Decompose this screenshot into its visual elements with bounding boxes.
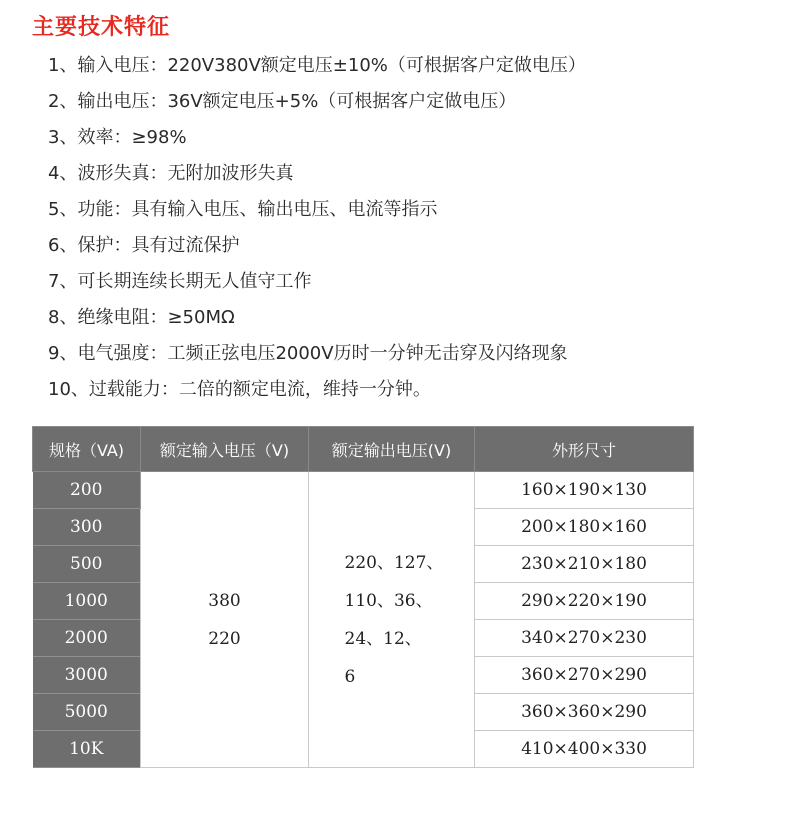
section-title: 主要技术特征 — [32, 15, 171, 40]
output-voltage-line: 6 — [344, 666, 356, 687]
table-header-row — [33, 427, 694, 472]
capacity-cell: 3000 — [33, 657, 141, 694]
feature-item: 4、波形失真：无附加波形失真 — [48, 163, 294, 184]
feature-item: 3、效率：≥98% — [48, 127, 187, 148]
capacity-cell: 10K — [33, 731, 141, 768]
dimension-cell: 410×400×330 — [475, 731, 694, 768]
output-voltage-cell — [309, 472, 475, 768]
dimension-cell: 160×190×130 — [475, 472, 694, 509]
dimension-cell: 290×220×190 — [475, 583, 694, 620]
feature-item: 6、保护：具有过流保护 — [48, 235, 240, 256]
feature-item: 1、输入电压：220V380V额定电压±10%（可根据客户定做电压） — [48, 55, 586, 76]
header-input-voltage: 额定输入电压（V) — [141, 427, 309, 472]
capacity-cell: 300 — [33, 509, 141, 546]
capacity-cell: 1000 — [33, 583, 141, 620]
feature-item: 9、电气强度：工频正弦电压2000V历时一分钟无击穿及闪络现象 — [48, 343, 568, 364]
capacity-cell: 2000 — [33, 620, 141, 657]
output-voltage-line: 24、12、 — [344, 628, 422, 649]
capacity-cell: 5000 — [33, 694, 141, 731]
header-output-voltage: 额定输出电压(V) — [309, 427, 475, 472]
dimension-cell: 200×180×160 — [475, 509, 694, 546]
capacity-cell: 500 — [33, 546, 141, 583]
dimension-cell: 340×270×230 — [475, 620, 694, 657]
feature-item: 10、过载能力：二倍的额定电流，维持一分钟。 — [48, 379, 431, 400]
table-row — [33, 472, 694, 509]
input-voltage-cell — [141, 472, 309, 768]
feature-item: 8、绝缘电阻：≥50MΩ — [48, 307, 235, 328]
input-voltage-value: 380 — [208, 590, 241, 611]
header-dimensions: 外形尺寸 — [475, 427, 694, 472]
header-capacity: 规格（VA) — [33, 427, 141, 472]
spec-table — [32, 426, 694, 768]
capacity-cell: 200 — [33, 472, 141, 509]
input-voltage-value: 220 — [208, 628, 241, 649]
feature-item: 5、功能：具有输入电压、输出电压、电流等指示 — [48, 199, 438, 220]
feature-list — [48, 50, 586, 410]
dimension-cell: 360×360×290 — [475, 694, 694, 731]
dimension-cell: 230×210×180 — [475, 546, 694, 583]
output-voltage-line: 110、36、 — [344, 590, 433, 611]
output-voltage-line: 220、127、 — [344, 552, 444, 573]
feature-item: 2、输出电压：36V额定电压+5%（可根据客户定做电压） — [48, 91, 517, 112]
dimension-cell: 360×270×290 — [475, 657, 694, 694]
feature-item: 7、可长期连续长期无人值守工作 — [48, 271, 312, 292]
